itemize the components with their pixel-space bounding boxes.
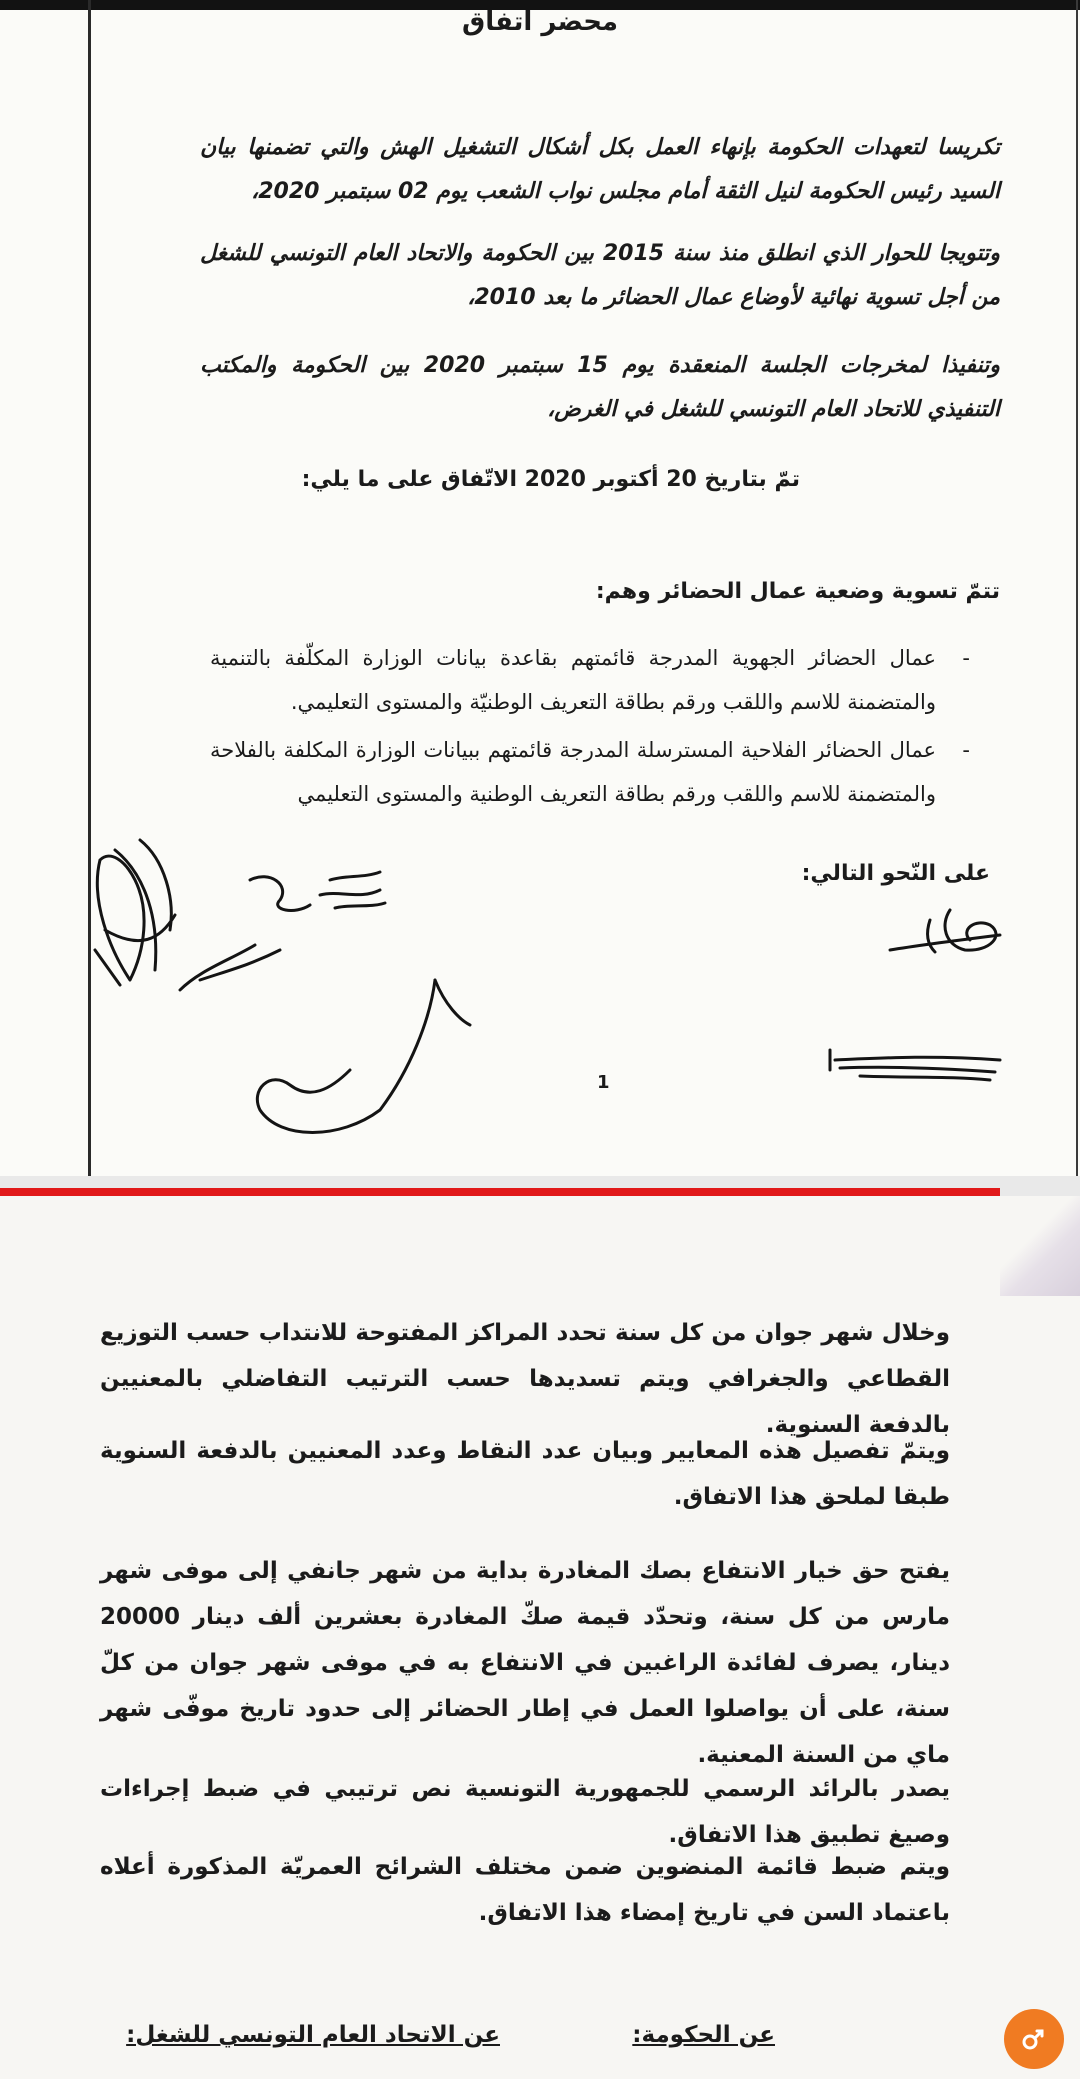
body-paragraph-4: يصدر بالرائد الرسمي للجمهورية التونسية نص ترتيبي في ضبط إجراءات وصيغ تطبيق هذا الاتفاق. (100, 1776, 950, 1848)
page-number: 1 (597, 1072, 610, 1093)
government-signature-label: عن الحكومة: (632, 2022, 775, 2048)
body-paragraph-5: ويتم ضبط قائمة المنضوين ضمن مختلف الشرائح العمريّة المذكورة أعلاه باعتماد السن في تاريخ إمضاء هذا الاتفاق. (100, 1854, 950, 1926)
preamble-paragraph-1: تكريسا لتعهدات الحكومة بإنهاء العمل بكل أشكال التشغيل الهش والتي تضمنها بيان السيد رئيس الحكومة لنيل الثقة أمام مجلس نواب الشعب يوم 02 سبتمبر 2020، (200, 135, 1000, 204)
list-dash: - (962, 646, 970, 670)
body-paragraph-3: يفتح حق خيار الانتفاع بصك المغادرة بداية من شهر جانفي إلى موفى شهر مارس من كل سنة، وتحدّد قيمة صكّ المغادرة بعشرين ألف دينار 20000 دينار، يصرف لفائدة الراغبين في الانتفاع به في موفى شهر جوان من كلّ سنة، على أن يواصلوا العمل في إطار الحضائر إلى حدود تاريخ موفّى شهر ماي من السنة المعنية. (100, 1558, 950, 1768)
handwritten-signature-right-top (880, 890, 1020, 970)
worker-categories-list (210, 636, 970, 820)
body-paragraph-1: وخلال شهر جوان من كل سنة تحدد المراكز المفتوحة للانتداب حسب التوزيع القطاعي والجغرافي ويتم تسديدها حسب الترتيب التفاضلي بالمعنيين بالدفعة السنوية. (100, 1320, 950, 1438)
preamble-paragraph-3: وتنفيذا لمخرجات الجلسة المنعقدة يوم 15 سبتمبر 2020 بين الحكومة والمكتب التنفيذي للاتحاد العام التونسي للشغل في الغرض، (200, 353, 1000, 422)
document-page-2 (0, 1196, 1080, 2079)
list-item-text: عمال الحضائر الجهوية المدرجة قائمتهم بقاعدة بيانات الوزارة المكلّفة بالتنمية والمتضمنة للاسم واللقب ورقم بطاقة التعريف الوطنيّة والمستوى التعليمي. (210, 646, 936, 714)
closing-line: على النّحو التالي: (801, 861, 990, 886)
list-item-text: عمال الحضائر الفلاحية المسترسلة المدرجة قائمتهم ببيانات الوزارة المكلفة بالفلاحة والمتضمنة للاسم واللقب ورقم بطاقة التعريف الوطنية والمستوى التعليمي (210, 738, 936, 806)
list-item (210, 728, 970, 816)
share-icon (1018, 2023, 1050, 2055)
agreement-date-line: تمّ بتاريخ 20 أكتوبر 2020 الاتّفاق على ما يلي: (301, 467, 800, 492)
list-item (210, 636, 970, 724)
body-paragraph-2: ويتمّ تفصيل هذه المعايير وبيان عدد النقاط وعدد المعنيين بالدفعة السنوية طبقا لملحق هذا الاتفاق. (100, 1438, 950, 1510)
preamble-paragraph-2: وتتويجا للحوار الذي انطلق منذ سنة 2015 بين الحكومة والاتحاد العام التونسي للشغل من أجل تسوية نهائية لأوضاع عمال الحضائر ما بعد 2010، (200, 241, 1001, 310)
settlement-intro: تتمّ تسوية وضعية عمال الحضائر وهم: (595, 579, 1000, 604)
handwritten-signature-right-bottom (820, 1040, 1020, 1090)
document-title: محضر اتفاق (461, 7, 619, 37)
union-signature-label: عن الاتحاد العام التونسي للشغل: (126, 2022, 500, 2048)
handwritten-signatures-left (80, 820, 500, 1140)
share-button[interactable] (1004, 2009, 1064, 2069)
page-corner-shadow (1000, 1196, 1080, 1296)
page-right-edge (1076, 0, 1078, 1176)
list-dash: - (962, 738, 970, 762)
